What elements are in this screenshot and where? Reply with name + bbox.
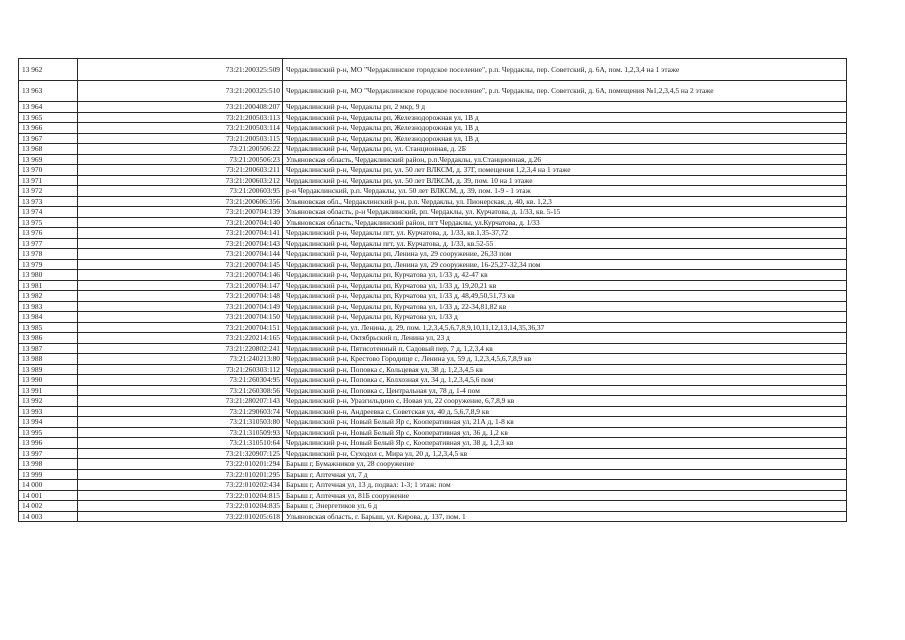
table-row	[19, 343, 847, 354]
cadastral-number-cell: 73:21:200503:113	[78, 112, 283, 123]
table-row	[19, 207, 847, 218]
table-row	[19, 375, 847, 386]
address-cell: Барыш г, Аптечная ул, 13 д, подвал: 1-3; 1 этаж: пом	[283, 480, 847, 491]
address-cell: Ульяновская область, Чердаклинский район, пгт Чердаклы, ул.Курчатова, д. 1/33	[283, 217, 847, 228]
table-row	[19, 459, 847, 470]
cadastral-number-cell: 73:21:200704:146	[78, 270, 283, 281]
row-number-cell: 13 965	[19, 112, 78, 123]
row-number-cell: 13 991	[19, 385, 78, 396]
row-number-cell: 13 994	[19, 417, 78, 428]
row-number-cell: 13 997	[19, 448, 78, 459]
cadastral-number-cell: 73:22:010202:434	[78, 480, 283, 491]
row-number-cell: 13 986	[19, 333, 78, 344]
row-number-cell: 14 002	[19, 501, 78, 512]
table-row	[19, 406, 847, 417]
row-number-cell: 13 966	[19, 123, 78, 134]
row-number-cell: 13 985	[19, 322, 78, 333]
row-number-cell: 13 982	[19, 291, 78, 302]
row-number-cell: 13 973	[19, 196, 78, 207]
cadastral-number-cell: 73:21:290603:74	[78, 406, 283, 417]
address-cell: Ульяновская обл., Чердаклинский р-н, р.п. Чердаклы, ул. Пионерская, д. 40, кв. 1,2,3	[283, 196, 847, 207]
row-number-cell: 13 976	[19, 228, 78, 239]
table-row	[19, 322, 847, 333]
row-number-cell: 13 996	[19, 438, 78, 449]
address-cell: Чердаклинский р-н, Октябрьский п, Ленина ул, 23 д	[283, 333, 847, 344]
row-number-cell: 14 001	[19, 490, 78, 501]
row-number-cell: 13 993	[19, 406, 78, 417]
address-cell: Чердаклинский р-н, Уразгильдино с, Новая ул, 22 сооружение, 6,7,8,9 кв	[283, 396, 847, 407]
address-cell: Чердаклинский р-н, Пятисотенный п, Садовый пер, 7 д, 1,2,3,4 кв	[283, 343, 847, 354]
address-cell: Чердаклинский р-н, Поповка с, Центральная ул, 78 д, 1-4 пом	[283, 385, 847, 396]
row-number-cell: 14 000	[19, 480, 78, 491]
table-row	[19, 291, 847, 302]
table-row	[19, 133, 847, 144]
row-number-cell: 13 992	[19, 396, 78, 407]
cadastral-number-cell: 73:21:200503:115	[78, 133, 283, 144]
row-number-cell: 13 980	[19, 270, 78, 281]
row-number-cell: 13 971	[19, 175, 78, 186]
table-row	[19, 112, 847, 123]
address-cell: Чердаклинский р-н, Чердаклы рп, Железнодорожная ул, 1В д	[283, 123, 847, 134]
row-number-cell: 13 968	[19, 144, 78, 155]
table-row	[19, 123, 847, 134]
table-row	[19, 228, 847, 239]
property-register-table	[18, 58, 847, 522]
cadastral-number-cell: 73:21:200506:23	[78, 154, 283, 165]
address-cell: Чердаклинский р-н, Чердаклы рп, Железнодорожная ул, 1В д	[283, 112, 847, 123]
row-number-cell: 13 962	[19, 59, 78, 81]
row-number-cell: 13 979	[19, 259, 78, 270]
table-row	[19, 469, 847, 480]
address-cell: Чердаклинский р-н, МО "Чердаклинское городское поселение", р.п. Чердаклы, пер. Советский, д. 6А, помещения №1,2,3,4,5 на 2 этаже	[283, 80, 847, 102]
cadastral-number-cell: 73:21:200704:151	[78, 322, 283, 333]
row-number-cell: 13 963	[19, 80, 78, 102]
table-row	[19, 480, 847, 491]
address-cell: Чердаклинский р-н, Чердаклы рп, 2 мкр, 9 д	[283, 102, 847, 113]
cadastral-number-cell: 73:22:010204:815	[78, 490, 283, 501]
row-number-cell: 13 978	[19, 249, 78, 260]
cadastral-number-cell: 73:21:310503:80	[78, 417, 283, 428]
cadastral-number-cell: 73:21:200704:143	[78, 238, 283, 249]
cadastral-number-cell: 73:22:010201:294	[78, 459, 283, 470]
table-row	[19, 396, 847, 407]
cadastral-number-cell: 73:21:200503:114	[78, 123, 283, 134]
address-cell: Чердаклинский р-н, Чердаклы рп, Курчатова ул, 1/33 д	[283, 312, 847, 323]
cadastral-number-cell: 73:21:200704:150	[78, 312, 283, 323]
row-number-cell: 13 995	[19, 427, 78, 438]
address-cell: Чердаклинский р-н, Чердаклы пгт, ул. Курчатова, д. 1/33, кв.52-55	[283, 238, 847, 249]
table-row	[19, 259, 847, 270]
row-number-cell: 13 987	[19, 343, 78, 354]
row-number-cell: 13 972	[19, 186, 78, 197]
address-cell: Чердаклинский р-н, Чердаклы пгт, ул. Курчатова, д. 1/33, кв.1,35-37,72	[283, 228, 847, 239]
cadastral-number-cell: 73:22:010201:295	[78, 469, 283, 480]
address-cell: Ульяновская область, Чердаклинский район, р.п.Чердаклы, ул.Станционная, д.26	[283, 154, 847, 165]
address-cell: Ульяновская область, р-н Чердаклинский, рп. Чердаклы, ул. Курчатова, д. 1/33, кв. 5-15	[283, 207, 847, 218]
address-cell: Чердаклинский р-н, Новый Белый Яр с, Кооперативная ул, 36 д, 1,2 кв	[283, 427, 847, 438]
table-row	[19, 385, 847, 396]
cadastral-number-cell: 73:21:200704:145	[78, 259, 283, 270]
table-row	[19, 270, 847, 281]
table-row	[19, 417, 847, 428]
cadastral-number-cell: 73:21:320907:125	[78, 448, 283, 459]
cadastral-number-cell: 73:21:200606:356	[78, 196, 283, 207]
table-row	[19, 427, 847, 438]
address-cell: Барыш г, Энергетиков ул, 6 д	[283, 501, 847, 512]
table-row	[19, 80, 847, 102]
row-number-cell: 13 988	[19, 354, 78, 365]
address-cell: Чердаклинский р-н, Чердаклы рп, Железнодорожная ул, 1В д	[283, 133, 847, 144]
address-cell: Чердаклинский р-н, Суходол с, Мира ул, 20 д, 1,2,3,4,5 кв	[283, 448, 847, 459]
table-row	[19, 280, 847, 291]
cadastral-number-cell: 73:21:220802:241	[78, 343, 283, 354]
register-body	[19, 59, 847, 522]
cadastral-number-cell: 73:22:010205:618	[78, 511, 283, 522]
cadastral-number-cell: 73:21:200325:509	[78, 59, 283, 81]
cadastral-number-cell: 73:21:310510:64	[78, 438, 283, 449]
row-number-cell: 14 003	[19, 511, 78, 522]
table-row	[19, 165, 847, 176]
cadastral-number-cell: 73:21:200603:212	[78, 175, 283, 186]
cadastral-number-cell: 73:21:200325:510	[78, 80, 283, 102]
table-row	[19, 490, 847, 501]
row-number-cell: 13 989	[19, 364, 78, 375]
address-cell: Чердаклинский р-н, Чердаклы рп, Ленина ул, 29 сооружение, 16-25,27-32,34 пом	[283, 259, 847, 270]
table-row	[19, 217, 847, 228]
cadastral-number-cell: 73:22:010204:835	[78, 501, 283, 512]
address-cell: Чердаклинский р-н, Новый Белый Яр с, Кооперативная ул, 38 д, 1,2,3 кв	[283, 438, 847, 449]
address-cell: Чердаклинский р-н, МО "Чердаклинское городское поселение", р.п. Чердаклы, пер. Советский, д. 6А, пом. 1,2,3,4 на 1 этаже	[283, 59, 847, 81]
table-row	[19, 144, 847, 155]
address-cell: Барыш г, Аптечная ул, 7 д	[283, 469, 847, 480]
cadastral-number-cell: 73:21:220214:165	[78, 333, 283, 344]
table-row	[19, 186, 847, 197]
address-cell: Чердаклинский р-н, Крестово Городище с, Ленина ул, 59 д, 1,2,3,4,5,6,7,8,9 кв	[283, 354, 847, 365]
cadastral-number-cell: 73:21:260308:56	[78, 385, 283, 396]
row-number-cell: 13 983	[19, 301, 78, 312]
table-row	[19, 175, 847, 186]
row-number-cell: 13 969	[19, 154, 78, 165]
address-cell: Чердаклинский р-н, Новый Белый Яр с, Кооперативная ул, 21А д, 1-8 кв	[283, 417, 847, 428]
address-cell: Барыш г, Аптечная ул, 81Б сооружение	[283, 490, 847, 501]
cadastral-number-cell: 73:21:200506:22	[78, 144, 283, 155]
table-row	[19, 448, 847, 459]
cadastral-number-cell: 73:21:200704:149	[78, 301, 283, 312]
address-cell: р-н Чердаклинский, р.п. Чердаклы, ул. 50 лет ВЛКСМ, д. 39, пом. 1-9 - 1 этаж	[283, 186, 847, 197]
cadastral-number-cell: 73:21:280207:143	[78, 396, 283, 407]
row-number-cell: 13 964	[19, 102, 78, 113]
address-cell: Ульяновская область, г. Барыш, ул. Кирова, д. 137, пом. 1	[283, 511, 847, 522]
cadastral-number-cell: 73:21:200603:95	[78, 186, 283, 197]
row-number-cell: 13 970	[19, 165, 78, 176]
row-number-cell: 13 999	[19, 469, 78, 480]
address-cell: Чердаклинский р-н, Чердаклы рп, Курчатова ул, 1/33 д, 19,20,21 кв	[283, 280, 847, 291]
address-cell: Барыш г, Бумажников ул, 28 сооружение	[283, 459, 847, 470]
cadastral-number-cell: 73:21:200704:139	[78, 207, 283, 218]
address-cell: Чердаклинский р-н, Чердаклы рп, Курчатова ул, 1/33 д, 42-47 кв	[283, 270, 847, 281]
row-number-cell: 13 981	[19, 280, 78, 291]
cadastral-number-cell: 73:21:200603:211	[78, 165, 283, 176]
cadastral-number-cell: 73:21:200704:147	[78, 280, 283, 291]
cadastral-number-cell: 73:21:240213:80	[78, 354, 283, 365]
cadastral-number-cell: 73:21:200704:144	[78, 249, 283, 260]
address-cell: Чердаклинский р-н, Чердаклы рп, ул. 50 лет ВЛКСМ, д. 39, пом. 10 на 1 этаже	[283, 175, 847, 186]
table-row	[19, 364, 847, 375]
table-row	[19, 154, 847, 165]
row-number-cell: 13 967	[19, 133, 78, 144]
table-row	[19, 59, 847, 81]
row-number-cell: 13 990	[19, 375, 78, 386]
address-cell: Чердаклинский р-н, Чердаклы рп, ул. Станционная, д. 2Б	[283, 144, 847, 155]
address-cell: Чердаклинский р-н, Чердаклы рп, Курчатова ул, 1/33 д, 22-34,81,82 кв	[283, 301, 847, 312]
cadastral-number-cell: 73:21:200704:141	[78, 228, 283, 239]
row-number-cell: 13 984	[19, 312, 78, 323]
table-row	[19, 501, 847, 512]
table-row	[19, 511, 847, 522]
table-row	[19, 102, 847, 113]
table-row	[19, 438, 847, 449]
cadastral-number-cell: 73:21:260303:112	[78, 364, 283, 375]
table-row	[19, 354, 847, 365]
table-row	[19, 196, 847, 207]
address-cell: Чердаклинский р-н, Чердаклы рп, Курчатова ул, 1/33 д, 48,49,50,51,73 кв	[283, 291, 847, 302]
cadastral-number-cell: 73:21:200704:148	[78, 291, 283, 302]
address-cell: Чердаклинский р-н, ул. Ленина, д. 29, пом. 1,2,3,4,5,6,7,8,9,10,11,12,13,14,35,36,37	[283, 322, 847, 333]
row-number-cell: 13 975	[19, 217, 78, 228]
row-number-cell: 13 974	[19, 207, 78, 218]
table-row	[19, 333, 847, 344]
address-cell: Чердаклинский р-н, Чердаклы рп, ул. 50 лет ВЛКСМ, д. 37Г, помещения 1,2,3,4 на 1 этаже	[283, 165, 847, 176]
cadastral-number-cell: 73:21:260304:95	[78, 375, 283, 386]
cadastral-number-cell: 73:21:200408:207	[78, 102, 283, 113]
cadastral-number-cell: 73:21:200704:140	[78, 217, 283, 228]
table-row	[19, 301, 847, 312]
cadastral-number-cell: 73:21:310509:93	[78, 427, 283, 438]
table-row	[19, 238, 847, 249]
table-row	[19, 312, 847, 323]
table-row	[19, 249, 847, 260]
address-cell: Чердаклинский р-н, Поповка с, Колхозная ул, 34 д, 1,2,3,4,5,6 пом	[283, 375, 847, 386]
address-cell: Чердаклинский р-н, Андреевка с, Советская ул, 40 д, 5,6,7,8,9 кв	[283, 406, 847, 417]
address-cell: Чердаклинский р-н, Чердаклы рп, Ленина ул, 29 сооружение, 26,33 пом	[283, 249, 847, 260]
row-number-cell: 13 977	[19, 238, 78, 249]
row-number-cell: 13 998	[19, 459, 78, 470]
address-cell: Чердаклинский р-н, Поповка с, Кольцевая ул, 38 д, 1,2,3,4,5 кв	[283, 364, 847, 375]
